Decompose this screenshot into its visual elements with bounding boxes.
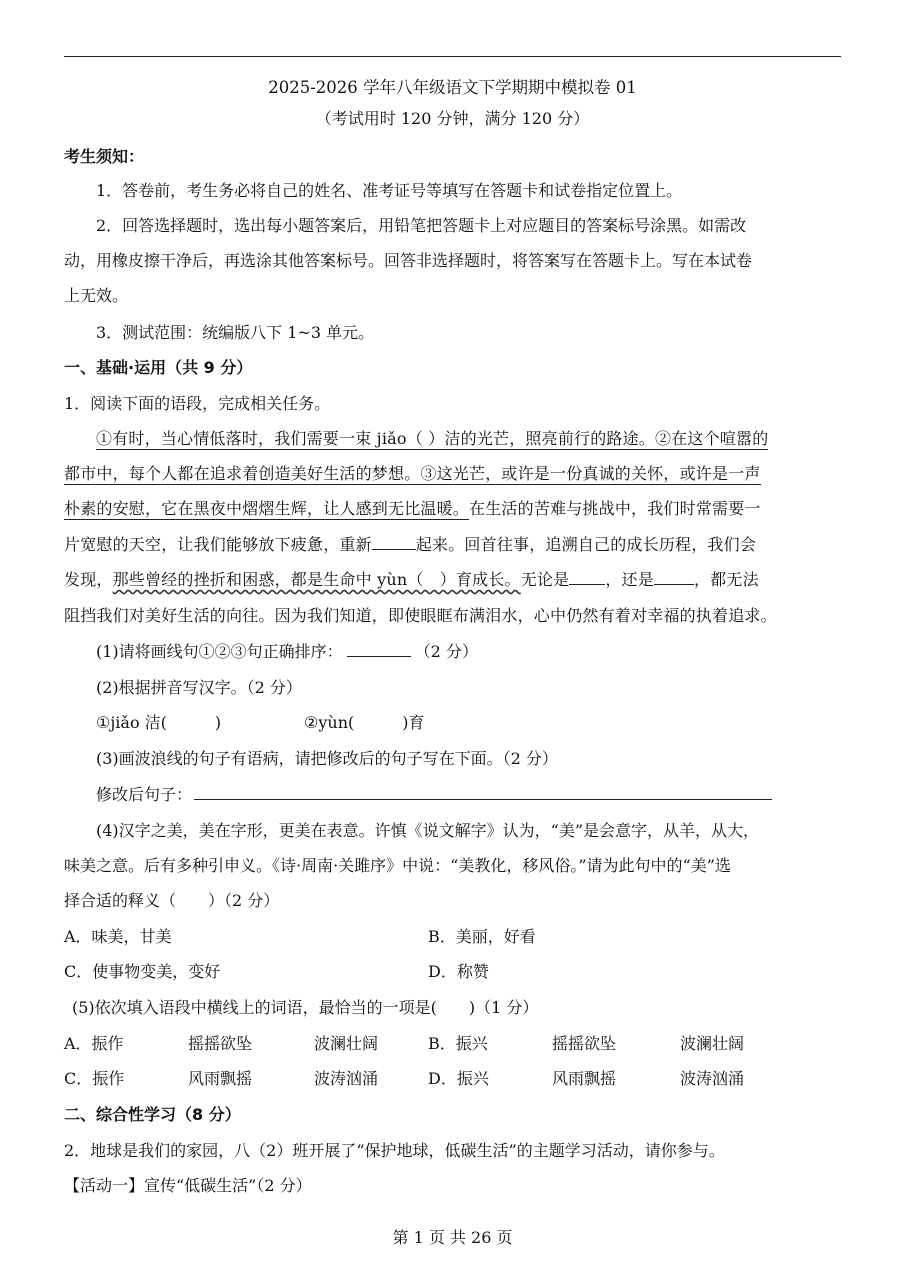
passage-underlined-3: 朴素的安慰，它在黑夜中熠熠生辉，让人感到无比温暖。 bbox=[64, 499, 470, 518]
notice-heading: 考生须知： bbox=[64, 147, 145, 166]
q5-option-a-word2: 摇摇欲坠 bbox=[188, 1034, 253, 1053]
q5-option-a-word3: 波澜壮阔 bbox=[314, 1034, 379, 1053]
page-number: 第 1 页 共 26 页 bbox=[392, 1228, 513, 1247]
q1-intro: 1．阅读下面的语段，完成相关任务。 bbox=[64, 394, 331, 413]
q2-intro: 2．地球是我们的家园，八（2）班开展了“保护地球，低碳生活”的主题学习活动，请你参与。 bbox=[64, 1141, 725, 1160]
q5-option-c-word1: C．振作 bbox=[64, 1069, 125, 1088]
exam-subtitle: （考试用时 120 分钟，满分 120 分） bbox=[315, 109, 590, 128]
q5-option-d-word3: 波涛汹涌 bbox=[680, 1069, 745, 1088]
passage-line-5 bbox=[64, 569, 759, 591]
q5-option-b-word1: B．振兴 bbox=[428, 1034, 488, 1053]
answer-blank-order[interactable] bbox=[347, 642, 411, 657]
sub-question-1-score: （2 分） bbox=[414, 642, 478, 661]
sub-question-4-line1: (4)汉字之美，美在字形，更美在表意。许慎《说文解字》认为，“美”是会意字，从羊，从大， bbox=[96, 821, 760, 840]
option-c: C．使事物变美，变好 bbox=[64, 962, 221, 981]
fill-blank-3[interactable] bbox=[654, 570, 694, 585]
passage-text: 无论是 bbox=[520, 570, 570, 589]
revised-sentence-label: 修改后句子： bbox=[96, 785, 193, 804]
option-a: A．味美，甘美 bbox=[64, 927, 172, 946]
passage-text: 起来。回首往事，追溯自己的成长历程，我们会 bbox=[415, 535, 757, 554]
sub-question-1 bbox=[96, 641, 478, 663]
notice-item-2-line1: 2．回答选择题时，选出每小题答案后，用铅笔把答题卡上对应题目的答案标号涂黑。如需改 bbox=[96, 216, 747, 235]
activity-1-heading: 【活动一】宣传“低碳生活”（2 分） bbox=[64, 1176, 312, 1195]
q5-option-d-word2: 风雨飘摇 bbox=[552, 1069, 617, 1088]
sub-question-4-line2: 味美之意。后有多种引申义。《诗·周南·关雎序》中说：“美教化，移风俗。”请为此句中的“美”选 bbox=[64, 856, 731, 875]
passage-text: ，都无法 bbox=[693, 570, 759, 589]
sub-question-3: (3)画波浪线的句子有语病，请把修改后的句子写在下面。（2 分） bbox=[96, 749, 558, 768]
sub-question-4-line3: 择合适的释义（ ）（2 分） bbox=[64, 891, 280, 910]
revised-sentence-line[interactable] bbox=[194, 785, 772, 800]
q5-option-c-word3: 波涛汹涌 bbox=[314, 1069, 379, 1088]
q5-option-a-word1: A．振作 bbox=[64, 1034, 124, 1053]
passage-underlined-2: 都市中，每个人都在追求着创造美好生活的梦想。③这光芒，或许是一份真诚的关怀，或许是一声 bbox=[64, 464, 761, 483]
sub-question-2-a: ①jiǎo 洁( ) bbox=[96, 713, 222, 732]
passage-wavy-sentence: 那些曾经的挫折和困惑，都是生命中 yùn（ ）育成长。 bbox=[112, 570, 521, 589]
passage-line-3 bbox=[64, 498, 761, 520]
passage-underlined-1: ①有时，当心情低落时，我们需要一束 jiǎo（ ）洁的光芒，照亮前行的路途。②在这个喧嚣的 bbox=[96, 429, 769, 448]
fill-blank-1[interactable] bbox=[372, 535, 416, 550]
passage-text: 在生活的苦难与挑战中，我们时常需要一 bbox=[469, 499, 761, 518]
fill-blank-2[interactable] bbox=[569, 570, 605, 585]
passage-text: ，还是 bbox=[605, 570, 654, 589]
header-rule bbox=[64, 56, 841, 57]
sub-question-2: (2)根据拼音写汉字。（2 分） bbox=[96, 678, 302, 697]
passage-line-1 bbox=[96, 428, 768, 450]
notice-item-2-line2: 动，用橡皮擦干净后，再选涂其他答案标号。回答非选择题时，将答案写在答题卡上。写在本试卷 bbox=[64, 251, 753, 270]
q5-option-d-word1: D．振兴 bbox=[428, 1069, 489, 1088]
option-d: D．称赞 bbox=[428, 962, 489, 981]
section1-heading: 一、基础·运用（共 9 分） bbox=[64, 358, 253, 377]
option-b: B．美丽，好看 bbox=[428, 927, 536, 946]
notice-item-1: 1．答卷前，考生务必将自己的姓名、准考证号等填写在答题卡和试卷指定位置上。 bbox=[96, 181, 683, 200]
passage-line-4 bbox=[64, 534, 756, 556]
passage-line-2 bbox=[64, 463, 761, 485]
q5-option-b-word2: 摇摇欲坠 bbox=[552, 1034, 617, 1053]
section2-heading: 二、综合性学习（8 分） bbox=[64, 1105, 241, 1124]
sub-question-5: (5)依次填入语段中横线上的词语，最恰当的一项是( )（1 分） bbox=[72, 998, 539, 1017]
q5-option-b-word3: 波澜壮阔 bbox=[680, 1034, 745, 1053]
exam-title: 2025-2026 学年八年级语文下学期期中模拟卷 01 bbox=[268, 78, 637, 97]
notice-item-2-line3: 上无效。 bbox=[64, 286, 129, 305]
sub-question-3-answer bbox=[96, 784, 772, 806]
notice-item-3: 3．测试范围：统编版八下 1~3 单元。 bbox=[96, 323, 375, 342]
sub-question-1-text: (1)请将画线句①②③句正确排序： bbox=[96, 642, 343, 661]
passage-text: 发现， bbox=[64, 570, 113, 589]
passage-text: 片宽慰的天空，让我们能够放下疲惫，重新 bbox=[64, 535, 372, 554]
passage-line-6: 阻挡我们对美好生活的向往。因为我们知道，即使眼眶布满泪水，心中仍然有着对幸福的执着追求。 bbox=[64, 606, 777, 625]
q5-option-c-word2: 风雨飘摇 bbox=[188, 1069, 253, 1088]
sub-question-2-b: ②yùn( )育 bbox=[304, 713, 425, 732]
